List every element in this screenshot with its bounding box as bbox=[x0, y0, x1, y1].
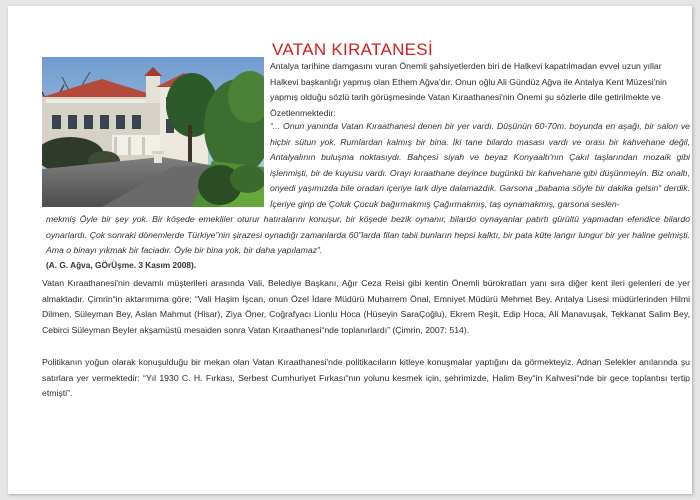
customers-paragraph: Vatan Kıraathanesi'nin devamlı müşterileri arasında Vali, Belediye Başkanı, Ağır Ceza Reisi gibi kentin Önemli bürokratları yanı sıra diğer kent ileri gelenleri de yer almaktadır. Çimrin“in aktarımıma göre; “Vali Haşim İşcan, onun Özel İdare Müdürü Muharrem Önal, Emniyet Müdürü Mehmet Bey, Antalya Lisesi müdürlerinden Hilmi Dilmen, Süleyman Bey, Aslan Mahmut (Hisar), Ziya Öner, Coğrafyacı Lionlu Hoca (Hüseyin SaraÇoğlu), Ekrem Reşit, Edip Hoca, Ali Manavuşak, Tekkanat Salim Bey, Cebirci Süleyman Beyler akşamüstü mesaiden sonra Vatan Kıraathanesi“nde toplanırlardı” (Çimrin, 2007: 514). bbox=[42, 278, 690, 335]
intro-paragraph: Antalya tarihine damgasını vuran Önemli şahsiyetlerden biri de Halkevi kapatılmadan evvel uzun yıllar Halkevi başkanlığı yapmış olan Ethem Ağva'dır. Onun oğlu Ali Gündüz Ağva ile Antalya Kent Müzesi'nin yapmış olduğu sözlü tarih görüşmesinde Vatan Kıraathanesi'nin Önemi şu sözlerle dile getirilmekte ve Özetlenmektedir: bbox=[270, 61, 667, 118]
interview-quote-continued: mekmiş Öyle bir şey yok. Bir köşede emekliler oturur hatıralarını konuşur, bir köşede bezik oynanır, bilardo oynayanlar patırtı gürültü yapmadan efendice bilardo oynarlardı. Çok sonraki dönemlerde Türkiye”nin şirazesi oynadığı zamanlarda 60”larda filan tabii bunların hepsi kalktı, bir pata küte langır lungur bir yer haline gelmişti. Ama o binayı yıkmak bir faciadır. Öyle bir bina yok, bir daha yapılamaz”. bbox=[46, 214, 690, 256]
document-page bbox=[8, 6, 692, 494]
building-photo bbox=[42, 57, 264, 207]
page-title: VATAN KIRATANESİ bbox=[272, 40, 433, 59]
photo-illustration bbox=[42, 57, 264, 207]
interview-quote: “... Onun yanında Vatan Kıraathanesi denen bir yer vardı. Düşünün 60-70m. boyunda en aşağı, bir salon ve hiçbir sütun yok. Rumlardan kalmış bir bina. İki tane bilardo masası vardı ve orası bir kahvehane değil, Antalyalının buluşma noktasıydı. Bahçesi siyah ve beyaz Konyaaltı'nın Çakıl taşlarından mozaik gibi işlenmişti, bir de kuyusu vardı. Orayı kıraathane deyince bugünkü bir kahvehane gibi düşünmeyin. Biz onaltı, onyedi yaşımızda bile oradan içeriye lark diye dalamazdık. Garsona „babama söyle bir dakika gelsin“ derdik. İçeriye girip de Çoluk Çocuk bağırmakmış Çağırmakmış, taş oynamakmış, garsona seslen- bbox=[270, 121, 690, 209]
quote-citation: (A. G. Ağva, GÖrÜşme. 3 Kasım 2008). bbox=[46, 260, 197, 270]
politics-paragraph: Politikanın yoğun olarak konuşulduğu bir mekan olan Vatan Kıraathanesi'nde politikacıların kitleye konuşmalar yaptığını da görmekteyiz. Adnan Selekler anılarında şu satırlara yer vermektedir: “Yıl 1930 C. H. Fırkası, Serbest Cumhuriyet Fırkası“nın yolunu kesmek için, şehrimizde, Halim Bey“in Kahvesi“nde bir gece toplantısı tertip etmişti”. bbox=[42, 357, 690, 399]
